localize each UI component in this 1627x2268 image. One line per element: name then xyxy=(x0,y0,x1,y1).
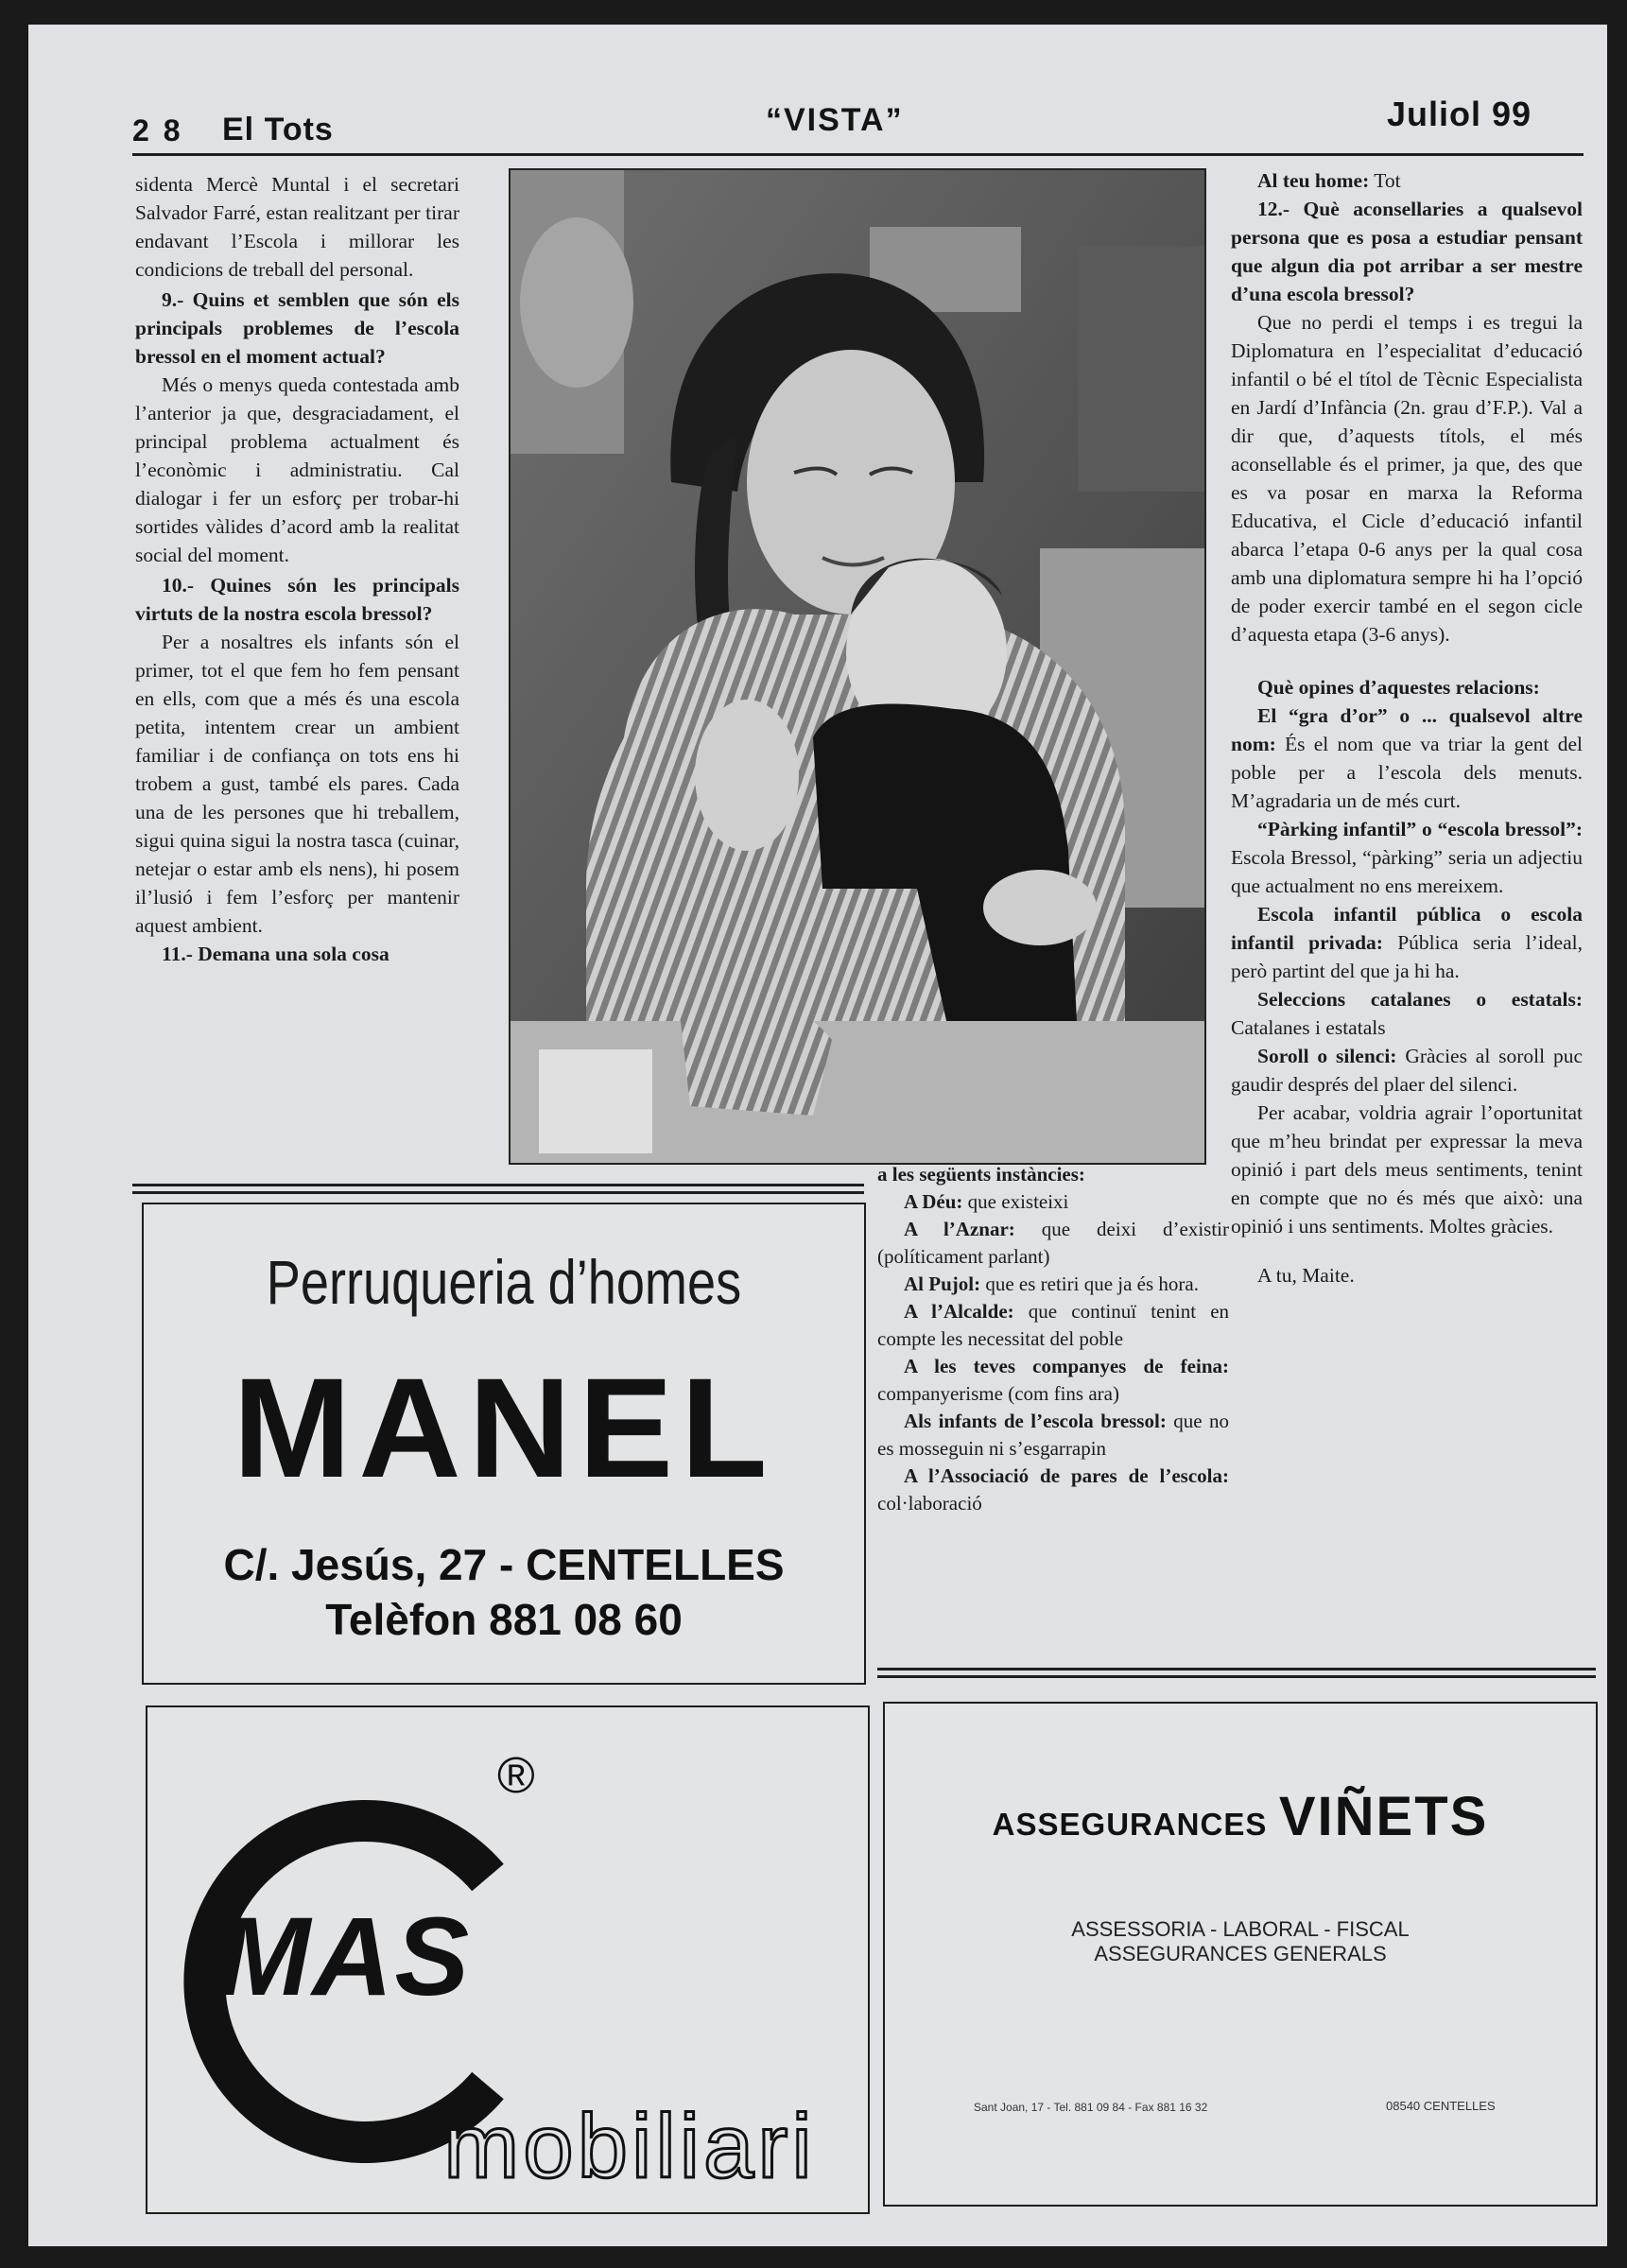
column-right: Al teu home: Tot 12.- Què aconsellaries a qualsevol persona que es posa a estudiar pensant que algun dia pot arribar a ser mestre d’una escola bressol? Que no perdi el temps i es tregui la Diplomatura en l’especialitat d’educació infantil o bé el títol de Tècnic Especialista en Jardí d’Infància (2n. grau d’F.P.). Val a dir que, d’aquests títols, el més aconsellable és el primer, ja que, des que es va posar en marxa la Reforma Educativa, el Cicle d’educació infantil abarca l’etapa 0-6 anys per la qual cosa amb una diplomatura sempre hi ha l’opció de poder exercir també en el segon cicle d’aquesta etapa (3-6 anys). Què opines d’aquestes relacions: El “gra d’or” o ... qualsevol altre nom: És el nom que va triar la gent del poble per a l’escola dels menuts. M’agradaria un de més curt. “Pàrking infantil” o “escola bressol”: Escola Bressol, “pàrking” seria un adjectiu que actualment no ens mereixem. Escola infantil pública o escola infantil privada: Pública seria l’ideal, però partint del que ja hi ha. Seleccions catalanes o estatals: Catalanes i estatals Soroll o silenci: Gràcies al soroll puc gaudir després del plaer del silenci. Per acabar, voldria agrair l’oportunitat que m’heu brindat per expressar la meva opinió i part dels meus sentiments, tenint en compte que no és més que això: una opinió i uns sentiments. Moltes gràcies. A tu, Maite. xyxy=(1231,166,1583,1290)
divider-rule xyxy=(132,1184,864,1186)
ad-title-small: ASSEGURANCES xyxy=(992,1807,1268,1842)
divider-rule xyxy=(877,1668,1596,1671)
list-item: A Déu: que existeixi xyxy=(904,1190,1069,1213)
ad-tagline: Perruqueria d’homes xyxy=(266,1247,742,1317)
page-number: 2 8 xyxy=(132,113,183,147)
issue-date: Juliol 99 xyxy=(1387,95,1532,133)
closing-paragraph: Per acabar, voldria agrair l’oportunitat que m’heu brindat per expressar la meva opinió i part dels meus sentiments, tenint en compte que no és més que això: una opinió i uns sentiments. Moltes gràcies. xyxy=(1231,1101,1583,1238)
question-11: 11.- Demana una sola cosa xyxy=(162,943,389,965)
ad-perruqueria-manel xyxy=(142,1203,866,1685)
column-middle xyxy=(877,1161,1229,1517)
newspaper-page xyxy=(28,25,1607,2246)
teacher-with-child-photo xyxy=(509,168,1206,1165)
ad-title-big: VIÑETS xyxy=(1278,1786,1489,1847)
photo-image xyxy=(511,170,1204,1163)
page-title: “VISTA” xyxy=(766,102,904,138)
relations-question: Què opines d’aquestes relacions: xyxy=(1257,676,1540,699)
header-rule xyxy=(132,153,1584,156)
mas-logo-text: MAS xyxy=(217,1895,472,2019)
ad-services-line: ASSESSORIA - LABORAL - FISCAL xyxy=(1071,1917,1410,1941)
ad-mas-mobiliari xyxy=(146,1705,870,2214)
list-item: A l’Associació de pares de l’escola: col·laboració xyxy=(877,1464,1229,1515)
divider-rule xyxy=(132,1191,864,1194)
ad-assegurances-vinets xyxy=(883,1702,1598,2207)
list-item: A l’Aznar: que deixi d’existir (políticament parlant) xyxy=(877,1218,1229,1268)
ad-city: 08540 CENTELLES xyxy=(1386,2099,1496,2113)
list-item: A l’Alcalde: que continuï tenint en compte les necessitat del poble xyxy=(877,1300,1230,1350)
answer-9: Més o menys queda contestada amb l’anterior ja que, desgraciadament, el principal problema actualment és l’econòmic i administratiu. Cal dialogar i fer un esforç per trobar-hi sortides vàlides d’acord amb la realitat social del moment. xyxy=(135,373,459,566)
list-item: Als infants de l’escola bressol: que no es mosseguin ni s’esgarrapin xyxy=(877,1410,1229,1460)
paragraph: sidenta Mercè Muntal i el secretari Salvador Farré, estan realitzant per tirar endavant l’Escola i millorar les condicions de treball del personal. xyxy=(135,173,459,281)
mobiliari-wordmark: mobiliari xyxy=(443,2096,816,2197)
question-12: 12.- Què aconsellaries a qualsevol persona que es posa a estudiar pensant que algun dia pot arribar a ser mestre d’una escola bressol? xyxy=(1231,198,1583,305)
item-label: Al teu home: xyxy=(1257,169,1370,192)
section-name: El Tots xyxy=(222,112,334,147)
answer-12: Que no perdi el temps i es tregui la Diplomatura en l’especialitat d’educació infantil o bé el títol de Tècnic Especialista en Jardí d’Infància (2n. grau d’F.P.). Val a dir que, d’aquests títols, el més aconsellable és el primer, ja que, des que es va posar en marxa la Reforma Educativa, el Cicle d’educació infantil abarca l’etapa 0-6 anys per la qual cosa amb una diplomatura sempre hi ha l’opció de poder exercir també en el segon cicle d’aquesta etapa (3-6 anys). xyxy=(1231,311,1583,646)
divider-rule xyxy=(877,1675,1596,1678)
dedication: A tu, Maite. xyxy=(1257,1264,1355,1287)
registered-mark: ® xyxy=(497,1747,535,1804)
list-item: A les teves companyes de feina: companyerisme (com fins ara) xyxy=(877,1355,1229,1405)
answer-10: Per a nosaltres els infants són el primer, tot el que fem ho fem pensant en ells, com que a més és una escola petita, intentem crear un ambient familiar i de confiança on tots ens hi trobem a gust, també els pares. Cada una de les persones que hi treballem, sigui quina sigui la nostra tasca (cuinar, netejar o estar amb els nens), hi posem il’lusió i fem l’esforç per mantenir aquest ambient. xyxy=(135,631,459,937)
ad-phone: Telèfon 881 08 60 xyxy=(325,1595,683,1644)
intro-line: a les següents instàncies: xyxy=(877,1163,1085,1186)
ad-address: C/. Jesús, 27 - CENTELLES xyxy=(223,1540,785,1589)
column-left xyxy=(135,170,459,968)
list-item: Al Pujol: que es retiri que ja és hora. xyxy=(904,1273,1199,1295)
question-10: 10.- Quines són les principals virtuts de la nostra escola bressol? xyxy=(135,574,459,625)
question-9: 9.- Quins et semblen que són els principals problemes de l’escola bressol en el moment actual? xyxy=(135,288,459,368)
ad-services-line: ASSEGURANCES GENERALS xyxy=(1094,1942,1387,1965)
ad-contact: Sant Joan, 17 - Tel. 881 09 84 - Fax 881 16 32 xyxy=(974,2101,1208,2114)
ad-business-name: MANEL xyxy=(233,1348,775,1507)
